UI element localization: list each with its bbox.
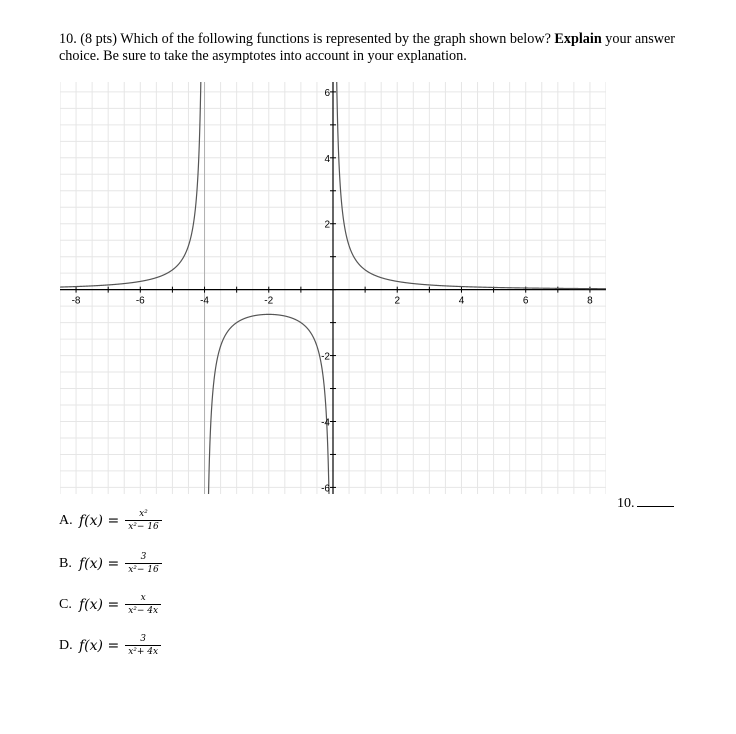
choice-c <box>59 593 161 617</box>
function-graph <box>60 82 606 494</box>
denominator: x²− 16 <box>125 563 162 576</box>
question-points: (8 pts) <box>80 31 117 47</box>
choice-b <box>59 552 162 576</box>
function-lhs: f(x) = <box>79 513 120 529</box>
x-tick-label: 6 <box>522 295 529 307</box>
choice-a <box>59 509 162 533</box>
numerator: x <box>140 593 146 603</box>
fraction <box>125 509 162 533</box>
x-tick-label: 2 <box>394 295 401 307</box>
choice-letter: D. <box>59 638 73 653</box>
fraction <box>125 593 161 617</box>
function-lhs: f(x) = <box>79 556 120 572</box>
function-lhs: f(x) = <box>79 638 120 654</box>
x-tick-label: -6 <box>135 295 145 307</box>
choice-letter: B. <box>59 556 72 571</box>
numerator: 3 <box>140 552 147 562</box>
fraction <box>125 552 162 576</box>
x-tick-label: 8 <box>587 295 593 307</box>
choice-d <box>59 634 161 658</box>
y-tick-label: -6 <box>321 483 330 494</box>
tick-labels <box>72 88 594 494</box>
y-tick-label: -2 <box>321 351 330 363</box>
numerator: 3 <box>140 634 146 644</box>
y-tick-label: 2 <box>324 219 330 231</box>
question-prompt: Which of the following functions is represented by the graph shown below? <box>120 31 551 47</box>
x-tick-label: -2 <box>264 295 274 307</box>
y-tick-label: 4 <box>324 153 330 165</box>
question-number: 10. <box>59 31 77 47</box>
x-tick-label: 4 <box>458 295 465 307</box>
denominator: x²− 4x <box>125 604 161 617</box>
x-tick-label: -8 <box>71 295 81 307</box>
choice-letter: A. <box>59 513 73 528</box>
fraction <box>125 634 161 658</box>
question-instructions: your answer choice. Be sure to take the asymptotes into account in your explanation. <box>59 31 676 64</box>
answer-line <box>617 492 674 512</box>
function-curve <box>333 82 606 289</box>
answer-label: 10. <box>617 496 635 511</box>
question-bold-word: Explain <box>554 31 602 47</box>
choice-letter: C. <box>59 597 72 612</box>
denominator: x²+ 4x <box>125 645 161 658</box>
denominator: x²− 16 <box>125 520 162 533</box>
x-tick-label: -4 <box>200 295 209 307</box>
numerator: x² <box>139 509 148 519</box>
question-text <box>59 31 679 65</box>
y-tick-label: 6 <box>324 87 330 99</box>
answer-blank[interactable] <box>637 492 674 507</box>
y-tick-label: -4 <box>321 417 330 429</box>
function-lhs: f(x) = <box>79 597 120 613</box>
